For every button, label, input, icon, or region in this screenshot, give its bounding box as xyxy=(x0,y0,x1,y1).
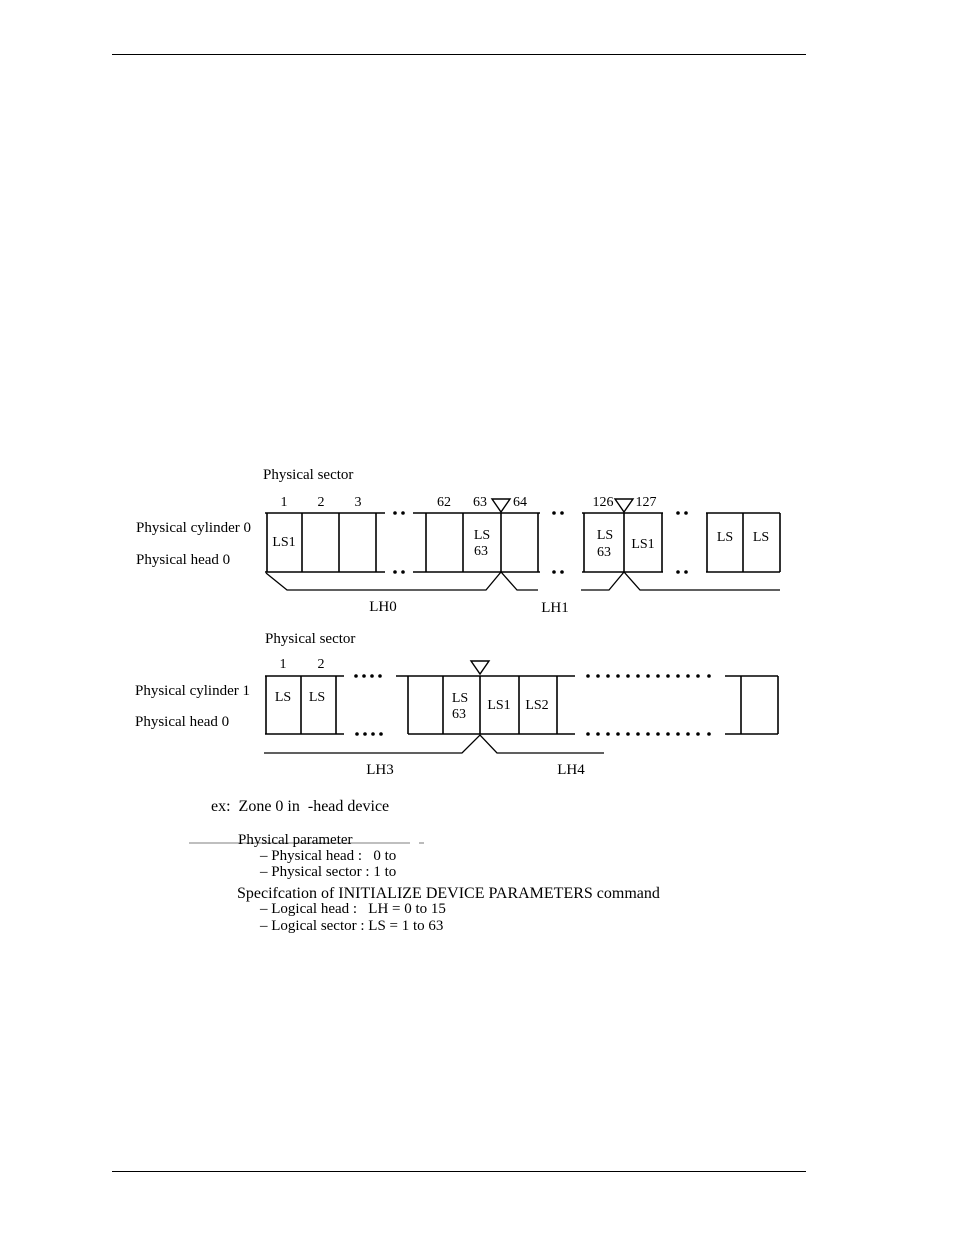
logical-head-item: – Logical head : LH = 0 to 15 xyxy=(260,901,446,917)
cell-label: LS1 xyxy=(272,535,296,550)
sector-number: 1 xyxy=(280,495,288,510)
cell-label: 63 xyxy=(452,707,466,722)
sector-number: 63 xyxy=(473,495,487,510)
cell-label: LS1 xyxy=(487,698,511,713)
cell-label: LS xyxy=(596,528,614,543)
sector-number: 127 xyxy=(635,495,657,510)
logical-head-label: LH3 xyxy=(366,762,394,778)
cell-label: LS xyxy=(752,530,770,545)
diagram1-row-label-head: Physical head 0 xyxy=(136,552,231,568)
cell-label: LS xyxy=(473,528,491,543)
logical-sector-item: – Logical sector : LS = 1 to 63 xyxy=(260,918,444,934)
diagram2-title: Physical sector xyxy=(265,631,356,647)
diagram2-row-label-head: Physical head 0 xyxy=(135,714,230,730)
physical-head-item: – Physical head : 0 to xyxy=(260,848,397,864)
sector-number: 2 xyxy=(317,495,325,510)
cell-label: 63 xyxy=(474,544,488,559)
diagram1-row-label-cylinder: Physical cylinder 0 xyxy=(136,520,251,536)
cell-label: 63 xyxy=(597,545,611,560)
diagram1-title: Physical sector xyxy=(263,467,354,483)
logical-head-label: LH0 xyxy=(369,599,397,615)
diagram2-row-label-cylinder: Physical cylinder 1 xyxy=(135,683,250,699)
cell-label: LS xyxy=(274,690,292,705)
physical-parameter-title: Physical parameter xyxy=(238,832,353,848)
physical-sector-item: – Physical sector : 1 to xyxy=(260,864,397,880)
logical-head-label: LH1 xyxy=(541,600,569,616)
figure-caption: ex: Zone 0 in -head device xyxy=(211,798,390,815)
sector-number: 126 xyxy=(592,495,614,510)
cell-label: LS2 xyxy=(525,698,549,713)
cell-label: LS xyxy=(716,530,734,545)
spec-title: Specifcation of INITIALIZE DEVICE PARAMETERS command xyxy=(237,885,660,902)
cell-label: LS xyxy=(451,691,469,706)
logical-head-label: LH4 xyxy=(557,762,585,778)
sector-number: 2 xyxy=(317,657,325,672)
cell-label: LS1 xyxy=(631,537,655,552)
cell-label: LS xyxy=(308,690,326,705)
sector-number: 3 xyxy=(354,495,362,510)
sector-number: 64 xyxy=(513,495,527,510)
sector-number: 62 xyxy=(437,495,451,510)
sector-number: 1 xyxy=(279,657,287,672)
